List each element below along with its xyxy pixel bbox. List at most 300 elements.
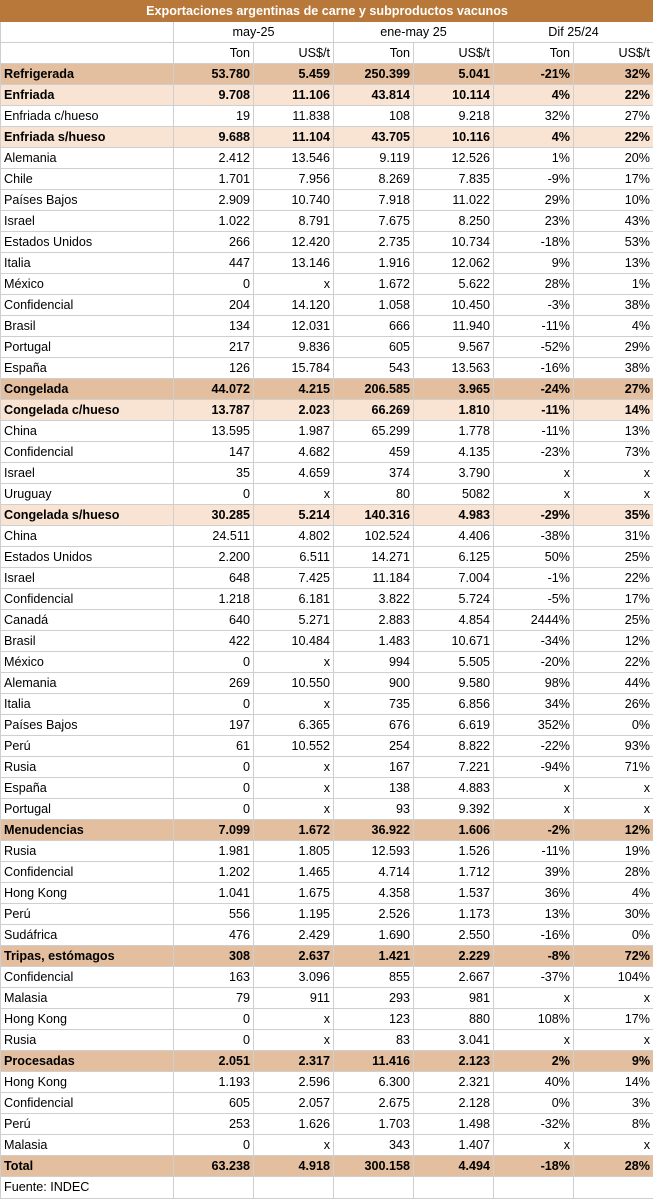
cell-value: -11% [494,316,574,337]
table-row [1,547,653,568]
cell-value: 102.524 [334,526,414,547]
cell-value: 1.173 [414,904,494,925]
cell-value: 4.802 [254,526,334,547]
row-label: Italia [1,694,174,715]
cell-value: x [494,799,574,820]
cell-value: x [494,988,574,1009]
cell-value: x [574,778,653,799]
row-label: Uruguay [1,484,174,505]
period-header-row [1,22,653,43]
cell-value: x [494,1030,574,1051]
cell-value: 134 [174,316,254,337]
cell-value: -21% [494,64,574,85]
cell-value: 12.593 [334,841,414,862]
section-row [1,820,653,841]
cell-value: 0 [174,1030,254,1051]
cell-value: 80 [334,484,414,505]
cell-value: 11.940 [414,316,494,337]
row-label: Perú [1,736,174,757]
empty-cell [254,1177,334,1199]
row-label: Refrigerada [1,64,174,85]
row-label: Congelada s/hueso [1,505,174,526]
row-label: Menudencias [1,820,174,841]
cell-value: 0 [174,757,254,778]
cell-value: 7.425 [254,568,334,589]
cell-value: -11% [494,400,574,421]
cell-value: 1.810 [414,400,494,421]
cell-value: 855 [334,967,414,988]
cell-value: 36.922 [334,820,414,841]
cell-value: 13.146 [254,253,334,274]
cell-value: 4.659 [254,463,334,484]
cell-value: 38% [574,358,653,379]
cell-value: 8.822 [414,736,494,757]
cell-value: 4.494 [414,1156,494,1177]
cell-value: 15.784 [254,358,334,379]
row-label: Malasia [1,1135,174,1156]
cell-value: 10.734 [414,232,494,253]
cell-value: 250.399 [334,64,414,85]
cell-value: x [254,778,334,799]
unit-header-usd: US$/t [574,43,653,64]
row-label: Congelada [1,379,174,400]
table-row [1,568,653,589]
cell-value: 34% [494,694,574,715]
cell-value: 2.429 [254,925,334,946]
cell-value: -2% [494,820,574,841]
cell-value: 163 [174,967,254,988]
cell-value: 8.250 [414,211,494,232]
cell-value: 1.407 [414,1135,494,1156]
cell-value: -8% [494,946,574,967]
cell-value: 14.271 [334,547,414,568]
table-row [1,631,653,652]
cell-value: 1.672 [334,274,414,295]
cell-value: 3.965 [414,379,494,400]
cell-value: 1.058 [334,295,414,316]
cell-value: 5.724 [414,589,494,610]
cell-value: 2.596 [254,1072,334,1093]
cell-value: 5.041 [414,64,494,85]
row-label: México [1,652,174,673]
row-label: Israel [1,568,174,589]
table-row [1,148,653,169]
cell-value: 9.688 [174,127,254,148]
cell-value: 9.836 [254,337,334,358]
cell-value: 1.465 [254,862,334,883]
cell-value: -23% [494,442,574,463]
row-label: Sudáfrica [1,925,174,946]
table-row [1,715,653,736]
row-label: Hong Kong [1,883,174,904]
cell-value: 38% [574,295,653,316]
table-row [1,652,653,673]
section-row [1,400,653,421]
cell-value: 459 [334,442,414,463]
cell-value: 4.135 [414,442,494,463]
cell-value: 72% [574,946,653,967]
cell-value: 2% [494,1051,574,1072]
cell-value: 6.619 [414,715,494,736]
cell-value: 2.667 [414,967,494,988]
cell-value: 994 [334,652,414,673]
table-row [1,316,653,337]
cell-value: 2.023 [254,400,334,421]
cell-value: 4.406 [414,526,494,547]
row-label: Alemania [1,148,174,169]
cell-value: 1.421 [334,946,414,967]
cell-value: 1.916 [334,253,414,274]
cell-value: 605 [334,337,414,358]
cell-value: 73% [574,442,653,463]
cell-value: 7.221 [414,757,494,778]
cell-value: x [494,1135,574,1156]
cell-value: 352% [494,715,574,736]
cell-value: 126 [174,358,254,379]
cell-value: 63.238 [174,1156,254,1177]
cell-value: 12.062 [414,253,494,274]
cell-value: x [574,988,653,1009]
cell-value: -11% [494,841,574,862]
cell-value: 2.057 [254,1093,334,1114]
cell-value: x [494,484,574,505]
cell-value: 53% [574,232,653,253]
cell-value: 0% [574,925,653,946]
cell-value: -1% [494,568,574,589]
unit-header-usd: US$/t [414,43,494,64]
row-label: Rusia [1,1030,174,1051]
cell-value: 30% [574,904,653,925]
cell-value: 11.106 [254,85,334,106]
cell-value: 17% [574,589,653,610]
cell-value: x [254,484,334,505]
row-label: Hong Kong [1,1072,174,1093]
table-row [1,967,653,988]
cell-value: 1.981 [174,841,254,862]
cell-value: 197 [174,715,254,736]
cell-value: 13% [574,253,653,274]
cell-value: x [254,1030,334,1051]
cell-value: 4% [494,127,574,148]
table-row [1,757,653,778]
cell-value: 35 [174,463,254,484]
cell-value: 10.671 [414,631,494,652]
row-label: Enfriada [1,85,174,106]
table-row [1,358,653,379]
cell-value: 13% [494,904,574,925]
table-row [1,232,653,253]
cell-value: 4.682 [254,442,334,463]
cell-value: 12.526 [414,148,494,169]
cell-value: 2.735 [334,232,414,253]
cell-value: 1.218 [174,589,254,610]
cell-value: 28% [574,1156,653,1177]
cell-value: 374 [334,463,414,484]
cell-value: 2.909 [174,190,254,211]
cell-value: 1.498 [414,1114,494,1135]
cell-value: x [254,652,334,673]
cell-value: 2.051 [174,1051,254,1072]
row-label: Portugal [1,337,174,358]
row-label: Congelada c/hueso [1,400,174,421]
cell-value: 14% [574,400,653,421]
cell-value: 0 [174,1009,254,1030]
table-row [1,904,653,925]
cell-value: 10.484 [254,631,334,652]
table-row [1,736,653,757]
cell-value: 1.672 [254,820,334,841]
cell-value: 1.537 [414,883,494,904]
cell-value: 25% [574,547,653,568]
cell-value: x [574,484,653,505]
cell-value: 25% [574,610,653,631]
cell-value: 7.956 [254,169,334,190]
row-label: Confidencial [1,862,174,883]
cell-value: 98% [494,673,574,694]
cell-value: x [494,778,574,799]
row-label: Tripas, estómagos [1,946,174,967]
table-row [1,253,653,274]
row-label: Estados Unidos [1,232,174,253]
row-label: España [1,778,174,799]
cell-value: 269 [174,673,254,694]
table-row [1,673,653,694]
table-row [1,295,653,316]
cell-value: 5082 [414,484,494,505]
cell-value: 11.184 [334,568,414,589]
row-label: Brasil [1,631,174,652]
cell-value: 0 [174,778,254,799]
cell-value: 2.200 [174,547,254,568]
table-row [1,463,653,484]
cell-value: 4.215 [254,379,334,400]
cell-value: -52% [494,337,574,358]
cell-value: 17% [574,1009,653,1030]
cell-value: 3.041 [414,1030,494,1051]
cell-value: -34% [494,631,574,652]
section-row [1,379,653,400]
table-row [1,1030,653,1051]
row-label: Portugal [1,799,174,820]
cell-value: -9% [494,169,574,190]
cell-value: 2.229 [414,946,494,967]
cell-value: 5.459 [254,64,334,85]
cell-value: 12.031 [254,316,334,337]
cell-value: -5% [494,589,574,610]
cell-value: 0 [174,1135,254,1156]
table-row [1,799,653,820]
row-label: Países Bajos [1,715,174,736]
cell-value: 14% [574,1072,653,1093]
table-title-row [1,1,653,22]
empty-cell [334,1177,414,1199]
cell-value: 14.120 [254,295,334,316]
cell-value: x [254,757,334,778]
cell-value: 71% [574,757,653,778]
row-label: Israel [1,211,174,232]
cell-value: x [574,1135,653,1156]
row-label: China [1,526,174,547]
cell-value: 12% [574,631,653,652]
cell-value: 1.195 [254,904,334,925]
source-note: Fuente: INDEC [1,1177,174,1199]
cell-value: 13.563 [414,358,494,379]
cell-value: -22% [494,736,574,757]
row-label: Hong Kong [1,1009,174,1030]
cell-value: 10% [574,190,653,211]
row-label: Enfriada c/hueso [1,106,174,127]
cell-value: 6.511 [254,547,334,568]
table-row [1,589,653,610]
cell-value: 93 [334,799,414,820]
cell-value: 4.854 [414,610,494,631]
cell-value: 53.780 [174,64,254,85]
cell-value: 5.505 [414,652,494,673]
cell-value: 3.822 [334,589,414,610]
cell-value: 6.125 [414,547,494,568]
period-header-dif: Dif 25/24 [494,22,653,43]
cell-value: 1.193 [174,1072,254,1093]
cell-value: 1.690 [334,925,414,946]
cell-value: x [254,799,334,820]
section-row [1,946,653,967]
cell-value: 44% [574,673,653,694]
cell-value: -16% [494,925,574,946]
cell-value: 83 [334,1030,414,1051]
table-row [1,442,653,463]
cell-value: 32% [574,64,653,85]
cell-value: 27% [574,379,653,400]
period-header-may: may-25 [174,22,334,43]
cell-value: 1.701 [174,169,254,190]
unit-header-blank [1,43,174,64]
row-label: Países Bajos [1,190,174,211]
cell-value: 10.550 [254,673,334,694]
cell-value: 50% [494,547,574,568]
cell-value: 2.526 [334,904,414,925]
cell-value: 1.606 [414,820,494,841]
cell-value: 3.096 [254,967,334,988]
cell-value: 605 [174,1093,254,1114]
cell-value: 123 [334,1009,414,1030]
period-header-blank [1,22,174,43]
cell-value: 35% [574,505,653,526]
cell-value: 343 [334,1135,414,1156]
cell-value: 11.838 [254,106,334,127]
cell-value: 12.420 [254,232,334,253]
cell-value: 5.622 [414,274,494,295]
cell-value: 6.856 [414,694,494,715]
cell-value: 4.883 [414,778,494,799]
cell-value: 9.119 [334,148,414,169]
cell-value: 447 [174,253,254,274]
empty-cell [174,1177,254,1199]
unit-header-ton: Ton [174,43,254,64]
cell-value: 65.299 [334,421,414,442]
cell-value: 10.740 [254,190,334,211]
row-label: España [1,358,174,379]
cell-value: 13% [574,421,653,442]
cell-value: 2.637 [254,946,334,967]
table-row [1,610,653,631]
table-row [1,1135,653,1156]
row-label: Confidencial [1,1093,174,1114]
table-row [1,274,653,295]
cell-value: 422 [174,631,254,652]
table-row [1,862,653,883]
row-label: Confidencial [1,442,174,463]
cell-value: 61 [174,736,254,757]
cell-value: 13.595 [174,421,254,442]
row-label: Perú [1,904,174,925]
cell-value: x [254,1135,334,1156]
cell-value: 293 [334,988,414,1009]
cell-value: 93% [574,736,653,757]
cell-value: 43.814 [334,85,414,106]
cell-value: 2.128 [414,1093,494,1114]
cell-value: 79 [174,988,254,1009]
row-label: Perú [1,1114,174,1135]
cell-value: 2.550 [414,925,494,946]
cell-value: -20% [494,652,574,673]
empty-cell [414,1177,494,1199]
cell-value: 0 [174,694,254,715]
row-label: Rusia [1,757,174,778]
cell-value: -18% [494,1156,574,1177]
cell-value: x [574,463,653,484]
cell-value: 32% [494,106,574,127]
cell-value: -18% [494,232,574,253]
cell-value: 4% [574,883,653,904]
cell-value: 2.123 [414,1051,494,1072]
cell-value: 217 [174,337,254,358]
cell-value: 2.321 [414,1072,494,1093]
cell-value: 4.714 [334,862,414,883]
cell-value: 10.116 [414,127,494,148]
cell-value: 13.787 [174,400,254,421]
row-label: Brasil [1,316,174,337]
cell-value: 13.546 [254,148,334,169]
section-row [1,64,653,85]
cell-value: 640 [174,610,254,631]
cell-value: 4.918 [254,1156,334,1177]
cell-value: 543 [334,358,414,379]
cell-value: 6.181 [254,589,334,610]
cell-value: 8% [574,1114,653,1135]
cell-value: 7.099 [174,820,254,841]
cell-value: 2.412 [174,148,254,169]
cell-value: -3% [494,295,574,316]
cell-value: 300.158 [334,1156,414,1177]
cell-value: 31% [574,526,653,547]
row-label: Total [1,1156,174,1177]
cell-value: x [254,274,334,295]
cell-value: 29% [494,190,574,211]
row-label: Italia [1,253,174,274]
row-label: Alemania [1,673,174,694]
table-row [1,169,653,190]
cell-value: 11.022 [414,190,494,211]
cell-value: 167 [334,757,414,778]
cell-value: 29% [574,337,653,358]
period-header-ene-may: ene-may 25 [334,22,494,43]
cell-value: 0% [494,1093,574,1114]
table-row [1,883,653,904]
cell-value: 36% [494,883,574,904]
table-row [1,778,653,799]
cell-value: x [254,694,334,715]
table-row [1,421,653,442]
